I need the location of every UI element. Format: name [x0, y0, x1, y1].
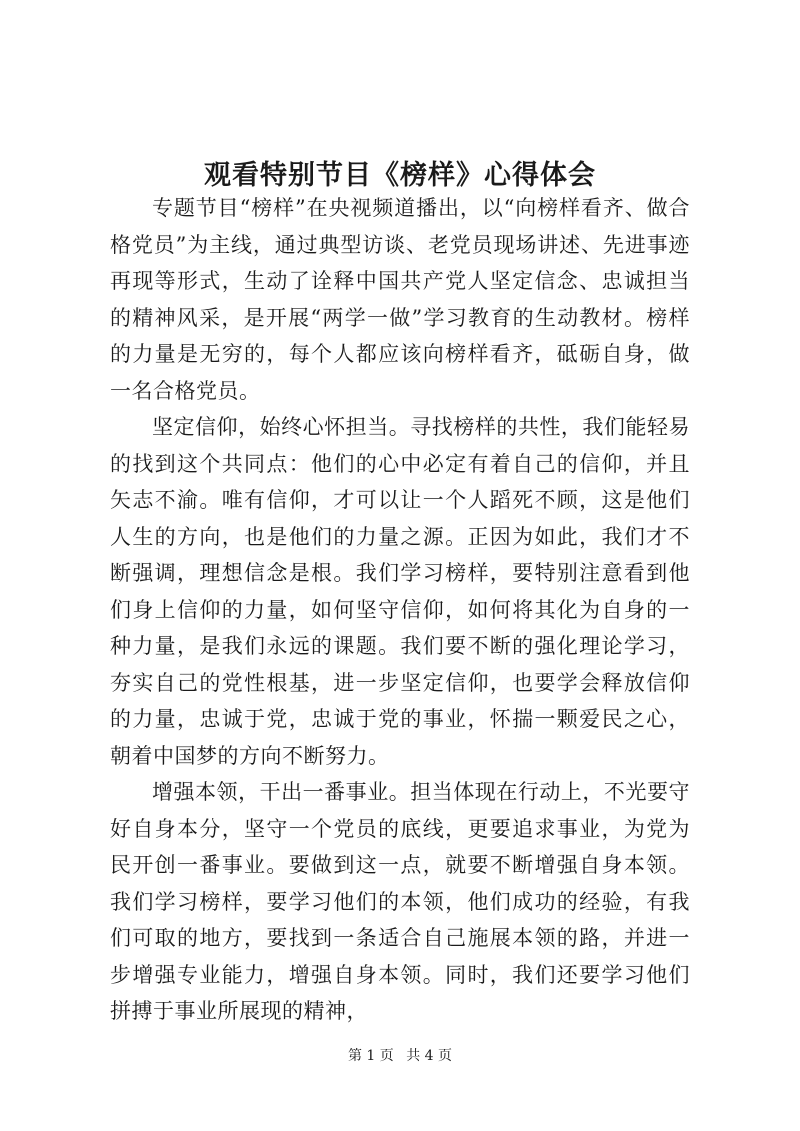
- page-footer: [0, 1046, 800, 1066]
- paragraph-2: 坚定信仰，始终心怀担当。寻找榜样的共性，我们能轻易的找到这个共同点：他们的心中必定有着自己的信仰，并且矢志不渝。唯有信仰，才可以让一个人蹈死不顾，这是他们人生的方向，也是他们的力量之源。正因为如此，我们才不断强调，理想信念是根。我们学习榜样，要特别注意看到他们身上信仰的力量，如何坚守信仰，如何将其化为自身的一种力量，是我们永远的课题。我们要不断的强化理论学习，夯实自己的党性根基，进一步坚定信仰，也要学会释放信仰的力量，忠诚于党，忠诚于党的事业，怀揣一颗爱民之心，朝着中国梦的方向不断努力。: [110, 415, 690, 768]
- page-total: 共 4 页: [406, 1048, 453, 1064]
- page-number: 第 1 页: [347, 1048, 394, 1064]
- paragraph-3: 增强本领，干出一番事业。担当体现在行动上，不光要守好自身本分，坚守一个党员的底线，更要追求事业，为党为民开创一番事业。要做到这一点，就要不断增强自身本领。我们学习榜样，要学习他们的本领，他们成功的经验，有我们可取的地方，要找到一条适合自己施展本领的路，并进一步增强专业能力，增强自身本领。同时，我们还要学习他们拼搏于事业所展现的精神，: [110, 780, 690, 1023]
- paragraph-1: 专题节目“榜样”在央视频道播出，以“向榜样看齐、做合格党员”为主线，通过典型访谈、老党员现场讲述、先进事迹再现等形式，生动了诠释中国共产党人坚定信念、忠诚担当的精神风采，是开展“两学一做”学习教育的生动教材。榜样的力量是无穷的，每个人都应该向榜样看齐，砥砺自身，做一名合格党员。: [110, 196, 690, 403]
- document-body: [110, 190, 690, 1030]
- document-title: 观看特别节目《榜样》心得体会: [204, 160, 596, 192]
